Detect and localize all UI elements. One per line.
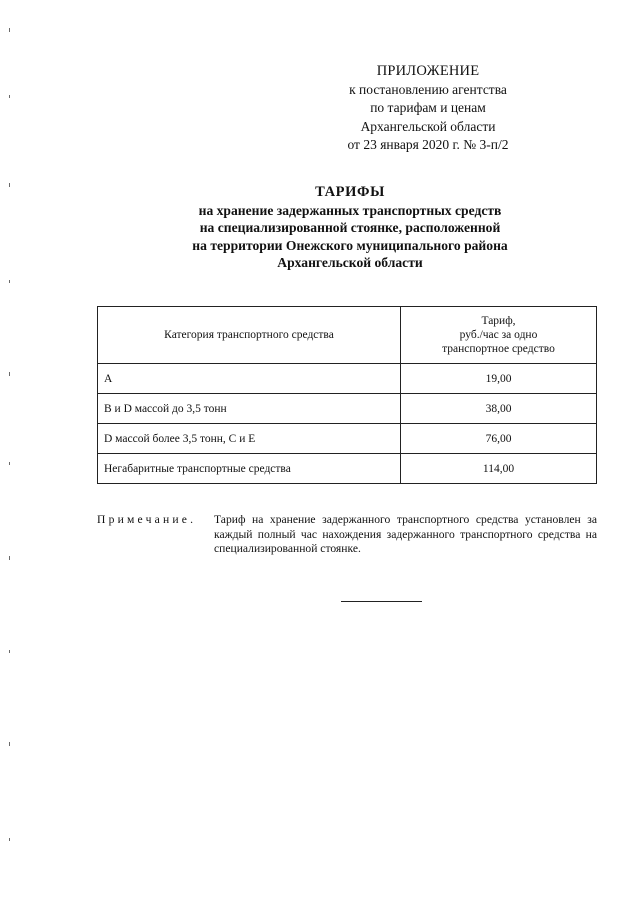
title-line: Архангельской области	[277, 255, 423, 271]
title-main: ТАРИФЫ	[315, 184, 385, 200]
scan-speck	[9, 95, 10, 98]
scan-speck	[9, 28, 10, 32]
header-rate	[401, 307, 597, 364]
header-rate-line: Тариф,	[481, 315, 516, 327]
table-row	[98, 454, 597, 484]
row-rate: 38,00	[401, 394, 597, 424]
title-line: на территории Онежского муниципального района	[192, 237, 508, 253]
scan-speck	[9, 280, 10, 283]
row-category: A	[98, 364, 401, 394]
note-label: Примечание.	[97, 513, 197, 526]
title-line: на хранение задержанных транспортных средств	[198, 202, 502, 218]
appendix-line: от 23 января 2020 г. № 3-п/2	[347, 137, 509, 153]
appendix-heading: ПРИЛОЖЕНИЕ	[376, 63, 480, 79]
row-category: D массой более 3,5 тонн, C и E	[98, 424, 401, 454]
row-rate: 114,00	[401, 454, 597, 484]
scan-speck	[9, 462, 10, 465]
table-row	[98, 394, 597, 424]
note-block	[97, 513, 597, 557]
scan-speck	[9, 838, 10, 841]
appendix-line: к постановлению агентства	[349, 81, 507, 97]
closing-divider	[341, 601, 422, 602]
header-category: Категория транспортного средства	[98, 307, 401, 364]
row-rate: 19,00	[401, 364, 597, 394]
row-category: Негабаритные транспортные средства	[98, 454, 401, 484]
note-text: Тариф на хранение задержанного транспортного средства установлен за каждый полный час нахождения задержанного транспортного средства на специализированной стоянке.	[214, 513, 597, 555]
appendix-line: по тарифам и ценам	[370, 100, 486, 116]
scan-speck	[9, 183, 10, 187]
appendix-block	[298, 62, 558, 155]
appendix-line: Архангельской области	[360, 118, 496, 134]
table-row	[98, 364, 597, 394]
table-row	[98, 424, 597, 454]
scan-speck	[9, 650, 10, 653]
scan-speck	[9, 556, 10, 560]
document-title	[95, 184, 605, 272]
scan-speck	[9, 742, 10, 746]
header-rate-line: транспортное средство	[442, 343, 555, 355]
table-header-row	[98, 307, 597, 364]
row-category: B и D массой до 3,5 тонн	[98, 394, 401, 424]
title-line: на специализированной стоянке, расположенной	[199, 220, 501, 236]
row-rate: 76,00	[401, 424, 597, 454]
header-rate-line: руб./час за одно	[459, 329, 538, 341]
tariff-table	[97, 306, 597, 484]
scan-speck	[9, 372, 10, 376]
